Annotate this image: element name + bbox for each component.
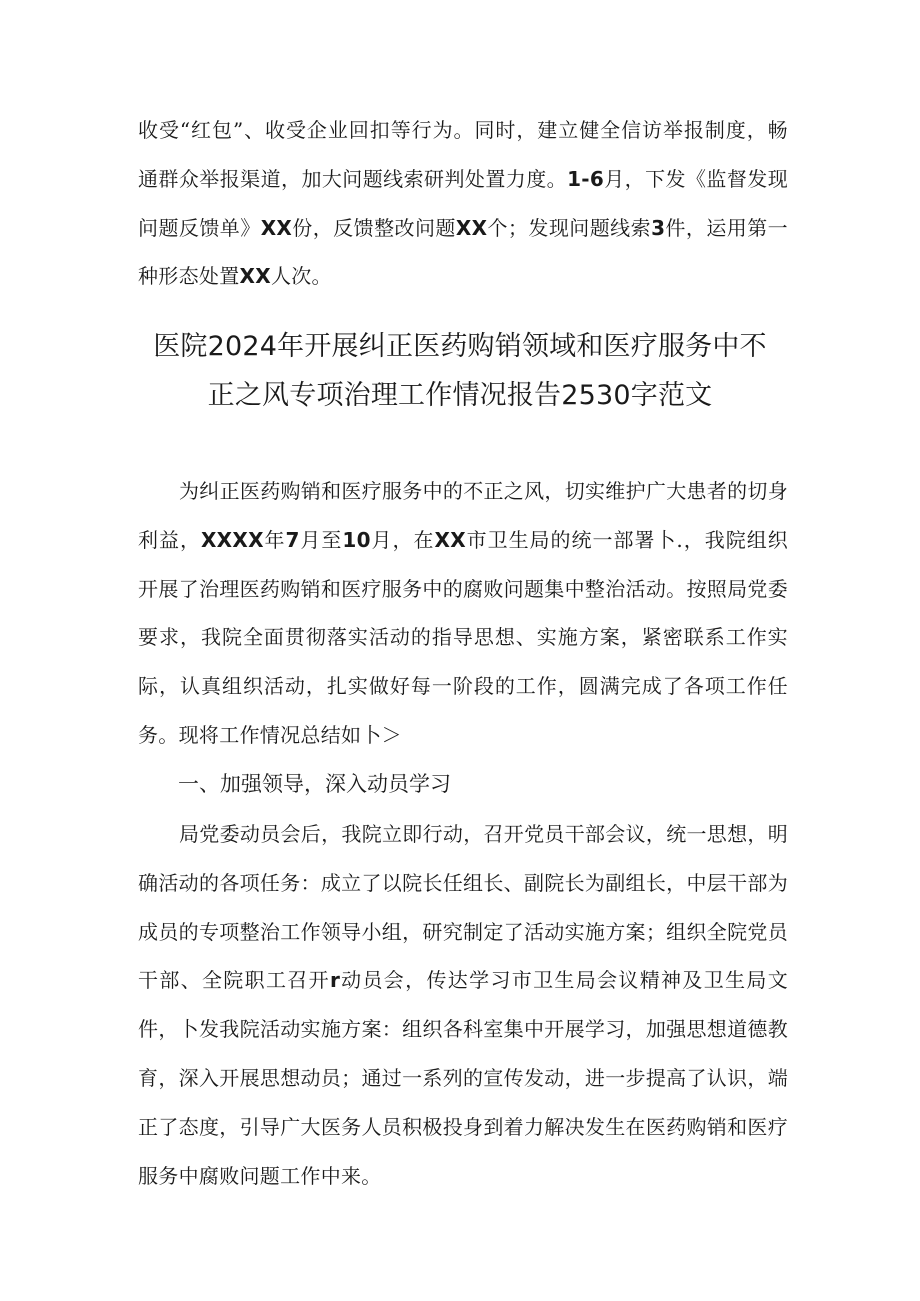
text-run: 为纠正医药购销和医疗服务中的不正之风，切实维护广大患者的切身利益， bbox=[138, 479, 788, 552]
text-run: 收受“红包”、收受企业回扣等行为。同时，建立健全信访举报制度，畅通群众举报渠道，加大问题线索研判处置力度。 bbox=[138, 118, 788, 191]
text-run: 人次。 bbox=[270, 264, 332, 289]
intro-paragraph bbox=[138, 467, 788, 760]
bold-text-run: XX bbox=[455, 215, 488, 240]
document-title bbox=[120, 322, 800, 420]
bold-text-run: r bbox=[329, 968, 341, 993]
text-run: 个；发现问题线索 bbox=[487, 215, 652, 240]
title-line-1: 医院2024年开展纠正医药购销领域和医疗服务中不 bbox=[153, 331, 767, 362]
text-run: 份，反馈整改问题 bbox=[292, 215, 456, 240]
bold-text-run: 3 bbox=[651, 215, 666, 240]
bold-text-run: XX bbox=[434, 527, 466, 552]
text-run: 件，运用第一种形态处置 bbox=[138, 215, 788, 289]
bold-text-run: 7 bbox=[285, 527, 300, 552]
bold-text-run: XX bbox=[260, 215, 293, 240]
text-run: 市卫生局的统一部署卜.，我院组织开展了治理医药购销和医疗服务中的腐败问题集中整治活动。按照局党委要求，我院全面贯彻落实活动的指导思想、实施方案，紧密联系工作实际，认真组织活动，扎实做好每一阶段的工作，圆满完成了各项工作任务。现将工作情况总结如卜＞ bbox=[138, 527, 788, 747]
text-run: 月，下发《监督发现问题反馈单》 bbox=[138, 166, 788, 240]
continuation-paragraph bbox=[138, 106, 788, 301]
text-run: 月，在 bbox=[370, 527, 435, 552]
section-heading: 一、加强领导，深入动员学习 bbox=[178, 772, 451, 796]
text-run: 动员会，传达学习市卫生局会议精神及卫生局文件，卜发我院活动实施方案：组织各科室集中开展学习，加强思想道德教育，深入开展思想动员；通过一系列的宣传发动，进一步提高了认识，端正了态度，引导广大医务人员积极投身到着力解决发生在医药购销和医疗服务中腐败问题工作中来。 bbox=[138, 968, 788, 1188]
title-line-2: 正之风专项治理工作情况报告2530字范文 bbox=[207, 380, 713, 411]
text-run: 月至 bbox=[299, 527, 343, 552]
text-run: 局党委动员会后，我院立即行动，召开党员干部会议，统一思想，明确活动的各项任务：成立了以院长任组长、副院长为副组长，中层干部为成员的专项整治工作领导小组，研究制定了活动实施方案；组织全院党员干部、全院职工召开 bbox=[138, 822, 788, 993]
bold-text-run: XXXX bbox=[200, 527, 264, 552]
bold-text-run: 10 bbox=[342, 527, 371, 552]
bold-text-run: XX bbox=[239, 264, 271, 289]
bold-text-run: 1-6 bbox=[567, 166, 605, 191]
text-run: 年 bbox=[263, 527, 286, 552]
section-paragraph bbox=[138, 810, 788, 1200]
